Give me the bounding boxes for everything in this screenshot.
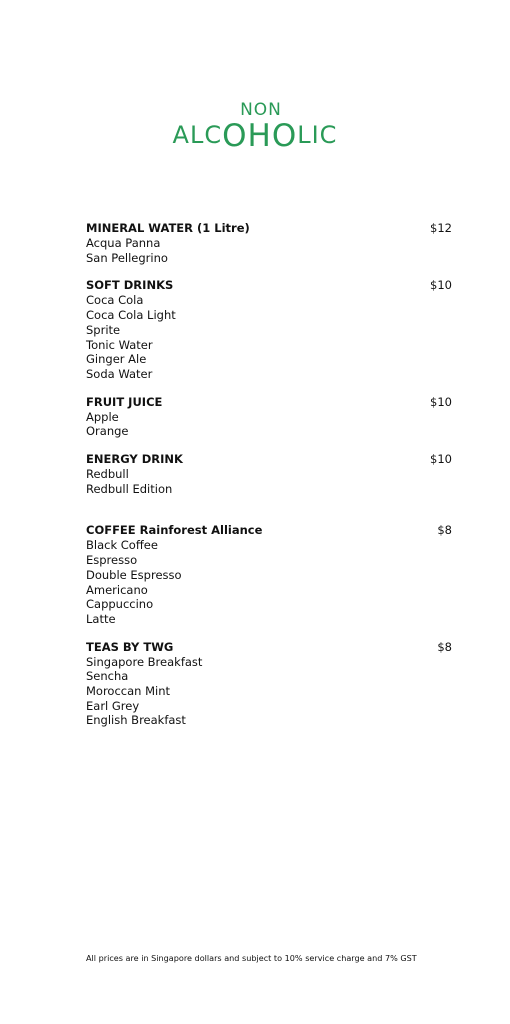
section-price: $10 bbox=[430, 278, 452, 293]
menu-item: Sencha bbox=[86, 669, 129, 684]
section-name: SOFT DRINKS bbox=[86, 278, 174, 293]
menu-item: San Pellegrino bbox=[86, 250, 168, 265]
menu-item: Redbull bbox=[86, 467, 129, 482]
menu-item: Soda Water bbox=[86, 366, 153, 381]
menu-section-coffee bbox=[86, 522, 452, 626]
section-name: TEAS BY TWG bbox=[86, 639, 174, 654]
section-name: COFFEE Rainforest Alliance bbox=[86, 523, 263, 538]
menu-section-teas bbox=[86, 639, 452, 729]
section-price: $10 bbox=[430, 452, 452, 467]
section-header bbox=[86, 220, 452, 236]
section-price: $8 bbox=[437, 639, 452, 654]
section-price: $10 bbox=[430, 394, 452, 409]
menu-title-line2 bbox=[0, 118, 510, 154]
menu-section-mineral-water bbox=[86, 220, 452, 265]
menu-item: Moroccan Mint bbox=[86, 684, 171, 699]
title-segment-alc: ALC bbox=[172, 121, 223, 149]
section-price: $8 bbox=[437, 523, 452, 538]
menu-item: Double Espresso bbox=[86, 567, 182, 582]
menu-item: Earl Grey bbox=[86, 698, 140, 713]
title-segment-lic: LIC bbox=[297, 121, 338, 149]
menu-item: Coca Cola bbox=[86, 293, 144, 308]
menu-item: Coca Cola Light bbox=[86, 308, 176, 323]
menu-item: Cappuccino bbox=[86, 597, 154, 612]
section-header bbox=[86, 277, 452, 293]
title-segment-o1: O bbox=[222, 118, 248, 154]
menu-section-energy-drink bbox=[86, 451, 452, 496]
menu-item: Latte bbox=[86, 611, 116, 626]
menu-item: Tonic Water bbox=[86, 337, 153, 352]
title-segment-o2: O bbox=[271, 118, 298, 154]
menu-title-line1: NON bbox=[240, 100, 282, 120]
section-header bbox=[86, 451, 452, 467]
title-segment-h: H bbox=[247, 118, 272, 154]
menu-item: Acqua Panna bbox=[86, 236, 161, 250]
menu-item: Ginger Ale bbox=[86, 352, 147, 367]
menu-item: Singapore Breakfast bbox=[86, 654, 203, 669]
menu-item: Orange bbox=[86, 424, 129, 439]
menu-section-fruit-juice bbox=[86, 394, 452, 439]
section-name: ENERGY DRINK bbox=[86, 452, 183, 467]
section-header bbox=[86, 394, 452, 410]
menu-item: Sprite bbox=[86, 322, 121, 337]
menu-item: Apple bbox=[86, 409, 119, 424]
menu-item: English Breakfast bbox=[86, 713, 186, 728]
menu-section-soft-drinks bbox=[86, 277, 452, 381]
menu-item: Redbull Edition bbox=[86, 481, 173, 496]
section-name: MINERAL WATER (1 Litre) bbox=[86, 221, 250, 235]
section-price: $12 bbox=[430, 221, 452, 235]
menu-list bbox=[86, 220, 452, 740]
menu-item: Black Coffee bbox=[86, 538, 158, 553]
section-header bbox=[86, 522, 452, 538]
menu-item: Espresso bbox=[86, 553, 138, 568]
footer-price-note: All prices are in Singapore dollars and subject to 10% service charge and 7% GST bbox=[86, 953, 417, 963]
section-header bbox=[86, 639, 452, 655]
section-name: FRUIT JUICE bbox=[86, 394, 163, 409]
menu-item: Americano bbox=[86, 582, 148, 597]
